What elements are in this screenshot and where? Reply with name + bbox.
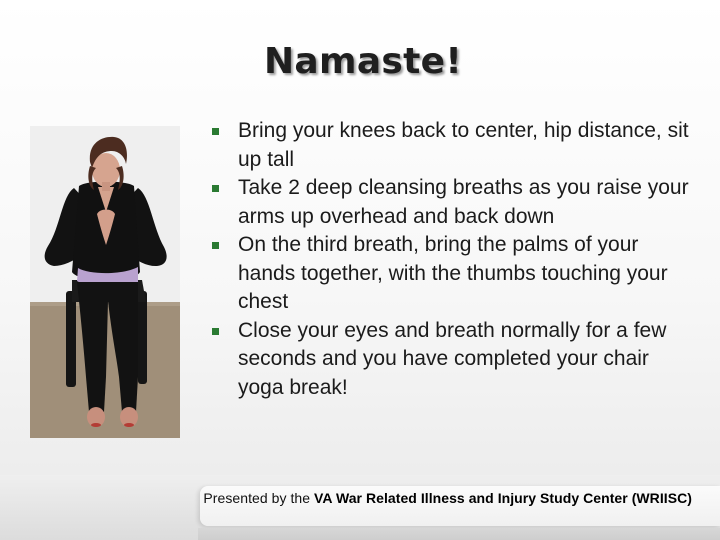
footer-prefix: Presented by the [203, 490, 311, 506]
square-bullet-icon [212, 242, 219, 249]
presented-by-footer [203, 490, 692, 506]
list-item [212, 174, 692, 231]
footer-accent [198, 528, 720, 540]
slide-title: Namaste! [264, 41, 463, 82]
instruction-list [212, 117, 692, 402]
square-bullet-icon [212, 328, 219, 335]
woman-namaste-photo [30, 126, 180, 438]
list-item [212, 317, 692, 403]
list-item [212, 231, 692, 317]
bullet-text: Close your eyes and breath normally for a few seconds and you have completed your chair yoga break! [238, 318, 667, 399]
bullet-text: On the third breath, bring the palms of your hands together, with the thumbs touching your chest [238, 233, 668, 313]
square-bullet-icon [212, 185, 219, 192]
footer-organization: VA War Related Illness and Injury Study Center (WRIISC) [314, 490, 692, 506]
list-item [212, 117, 692, 174]
bullet-text: Bring your knees back to center, hip distance, sit up tall [238, 119, 689, 171]
square-bullet-icon [212, 128, 219, 135]
bullet-text: Take 2 deep cleansing breaths as you raise your arms up overhead and back down [238, 176, 689, 228]
